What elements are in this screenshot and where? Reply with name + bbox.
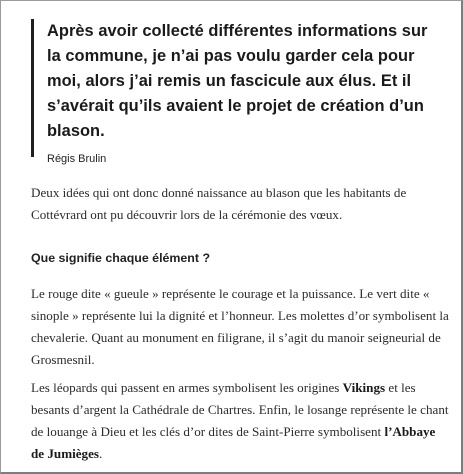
pull-quote xyxy=(31,19,443,165)
quote-author: Régis Brulin xyxy=(47,153,107,165)
paragraph-symbols xyxy=(31,377,449,465)
paragraph-symbols-text-1: Les léopards qui passent en armes symbolisent les origines xyxy=(31,380,343,395)
abbaye-highlight: l’Abbaye de Jumièges xyxy=(31,424,436,461)
section-heading: Que signifie chaque élément ? xyxy=(31,251,211,265)
quote-text: Après avoir collecté différentes informations sur la commune, je n’ai pas voulu garder cela pour moi, alors j’ai remis un fascicule aux élus. Et il s’avérait qu’ils avaient le projet de création d’un blason. xyxy=(47,22,428,140)
paragraph-intro: Deux idées qui ont donc donné naissance au blason que les habitants de Cottévrard ont pu découvrir lors de la cérémonie des vœux. xyxy=(31,185,407,222)
paragraph-colors: Le rouge dite « gueule » représente le courage et la puissance. Le vert dite « sinople » représente lui la dignité et l’honneur. Les molettes d’or symbolisent la chevalerie. Quant au monument en filigrane, il s’agit du manoir seigneurial de Grosmesnil. xyxy=(31,286,449,367)
paragraph-symbols-text-3: . xyxy=(99,446,103,461)
paragraph-symbols-text-2: et les besants d’argent la Cathédrale de Chartres. Enfin, le losange représente le chant de louange à Dieu et les clés d’or dites de Saint-Pierre symbolisent xyxy=(31,380,449,439)
vikings-highlight: Vikings xyxy=(342,380,386,395)
